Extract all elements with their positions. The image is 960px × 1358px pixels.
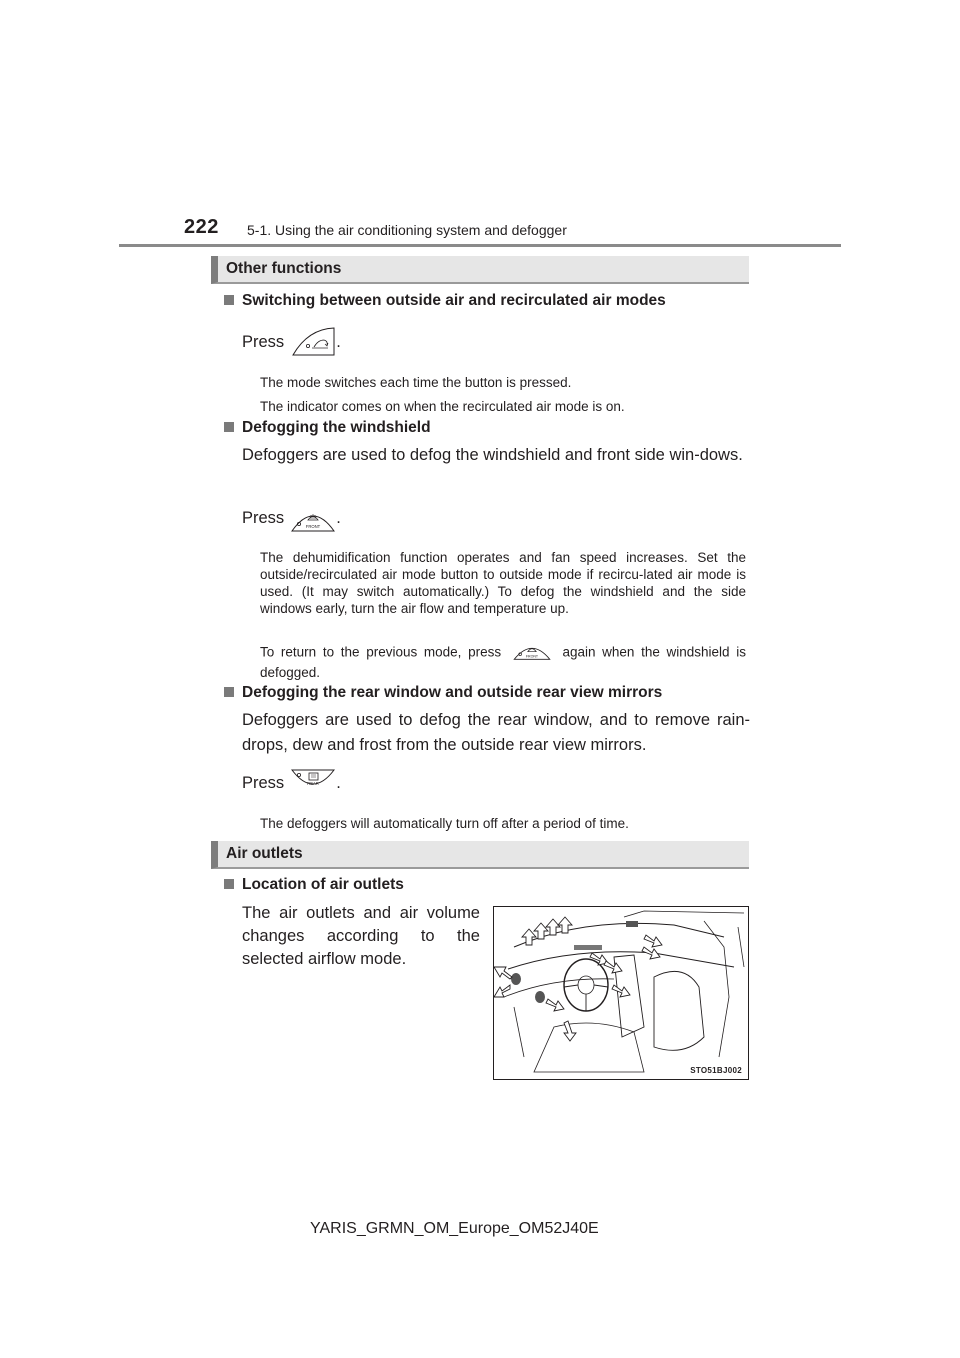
figure-code: STO51BJ002 xyxy=(690,1066,742,1075)
square-bullet-icon xyxy=(224,422,234,432)
note-windshield-1: The dehumidification function operates and fan speed increases. Set the outside/recirculated air mode button to outside mode if recircu-lated air mode is used. (It may switch automatically.) To defog the windshield and the side windows early, turn the air flow and temperature up. xyxy=(260,550,746,616)
front-label: FRONT xyxy=(525,654,538,659)
front-label: FRONT xyxy=(305,524,321,529)
note-recirc-2: The indicator comes on when the recirculated air mode is on. xyxy=(260,399,625,414)
section-bar-other-functions xyxy=(211,256,749,284)
note-recirc-1: The mode switches each time the button is pressed. xyxy=(260,375,572,390)
body-windshield: Defoggers are used to defog the windshield and front side win-dows. xyxy=(242,446,743,464)
body-location: The air outlets and air volume changes according to the selected airflow mode. xyxy=(242,904,480,968)
press-recirc-line: Press . xyxy=(242,326,341,358)
press-front-line: Press FRONT . xyxy=(242,503,341,533)
section-title: Air outlets xyxy=(226,845,303,862)
front-defogger-button-icon xyxy=(290,503,336,533)
body-rear: Defoggers are used to defog the rear window, and to remove rain-drops, dew and frost from the outside rear view mirrors. xyxy=(242,711,750,754)
car-interior-illustration xyxy=(494,907,748,1079)
rear-defogger-button-icon xyxy=(290,768,336,798)
section-bar-air-outlets xyxy=(211,841,749,869)
heading-location: Location of air outlets xyxy=(224,876,404,894)
doc-code: YARIS_GRMN_OM_Europe_OM52J40E xyxy=(310,1220,599,1237)
square-bullet-icon xyxy=(224,687,234,697)
front-defogger-button-icon xyxy=(512,639,552,661)
square-bullet-icon xyxy=(224,295,234,305)
page-number: 222 xyxy=(184,216,219,238)
note-rear-1: The defoggers will automatically turn off after a period of time. xyxy=(260,816,629,831)
recirculated-air-button-icon xyxy=(290,326,336,358)
chapter-title: 5-1. Using the air conditioning system and defogger xyxy=(247,222,567,238)
rear-label: REAR xyxy=(307,781,320,786)
press-rear-line: Press REAR . xyxy=(242,768,341,798)
square-bullet-icon xyxy=(224,879,234,889)
heading-recirc-mode: Switching between outside air and recirculated air modes xyxy=(224,292,666,310)
section-title: Other functions xyxy=(226,260,342,277)
header-rule xyxy=(119,244,841,247)
heading-windshield: Defogging the windshield xyxy=(224,419,431,437)
note-windshield-2: To return to the previous mode, press FRONT again when the windshield is defogged. xyxy=(260,642,746,682)
air-outlets-figure xyxy=(493,906,749,1080)
heading-rear: Defogging the rear window and outside rear view mirrors xyxy=(224,684,662,702)
